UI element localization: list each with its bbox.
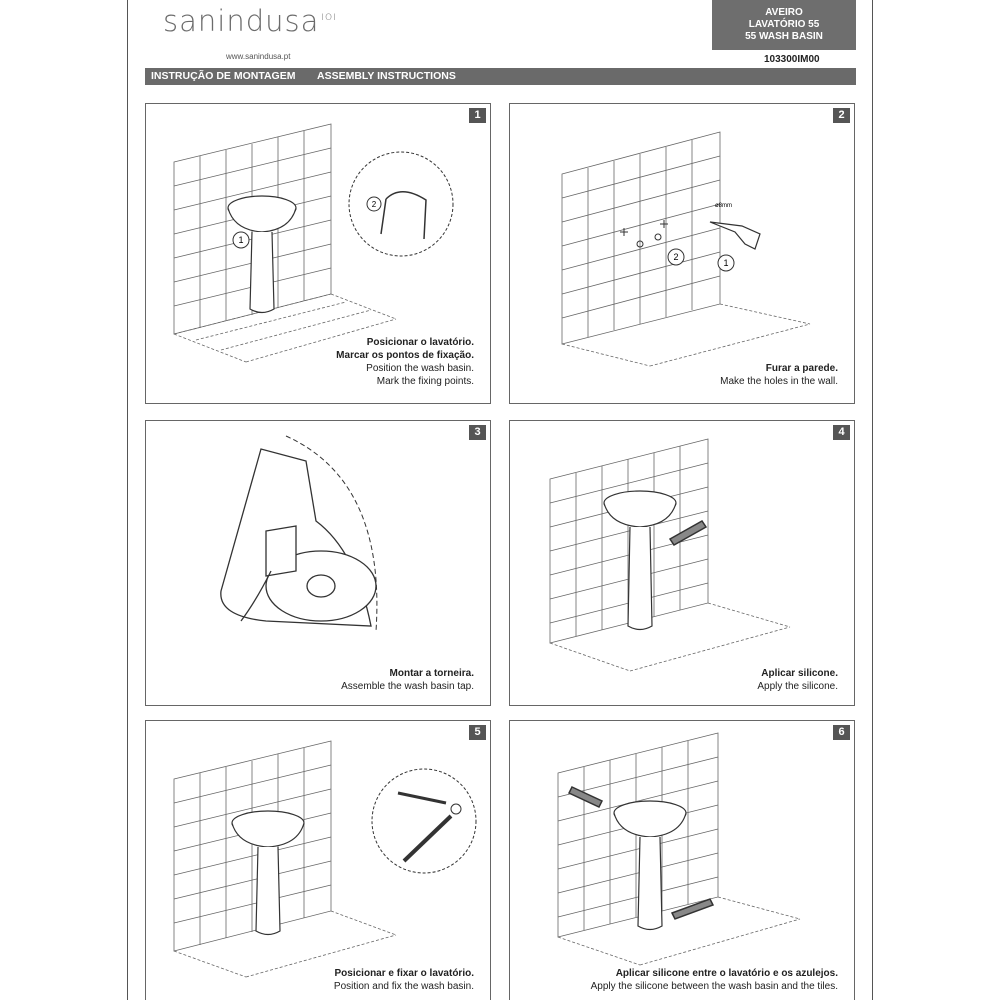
product-line-1: AVEIRO — [765, 7, 803, 18]
caption-en-2: Make the holes in the wall. — [720, 376, 838, 387]
document-number: 103300IM00 — [764, 54, 820, 65]
step-number-6: 6 — [833, 725, 850, 740]
step-4-illustration — [510, 421, 856, 707]
step-number-5: 5 — [469, 725, 486, 740]
step-panel-5 — [145, 720, 491, 1000]
caption-en-4: Apply the silicone. — [757, 681, 838, 692]
step-panel-4 — [509, 420, 855, 706]
step-panel-6 — [509, 720, 855, 1000]
caption-pt-5: Posicionar e fixar o lavatório. — [334, 968, 474, 979]
brand-mark: IOI — [321, 13, 337, 24]
detail-circle — [372, 769, 476, 873]
caption-en-3: Assemble the wash basin tap. — [341, 681, 474, 692]
step-6-illustration — [510, 721, 856, 1001]
product-title-box — [712, 0, 856, 50]
wash-basin — [232, 811, 304, 935]
caption-pt-3: Montar a torneira. — [389, 668, 474, 679]
caption-en-6: Apply the silicone between the wash basin and the tiles. — [590, 981, 838, 992]
caption-en-1b: Mark the fixing points. — [376, 376, 474, 387]
step-3-illustration — [146, 421, 492, 707]
callout-1b-text: 1 — [723, 258, 729, 268]
caption-en-5: Position and fix the wash basin. — [333, 981, 474, 992]
step-5-illustration — [146, 721, 492, 1001]
step-caption-1 — [336, 336, 474, 388]
callout-2b-text: 2 — [673, 252, 679, 262]
tiled-wall — [550, 439, 790, 671]
wash-basin — [604, 491, 676, 630]
callout-2 — [668, 249, 684, 265]
detail-circle — [349, 152, 453, 256]
callout-2-text: 2 — [371, 200, 377, 209]
brand-logo — [163, 4, 337, 38]
step-number-3: 3 — [469, 425, 486, 440]
tiled-wall — [174, 741, 396, 977]
tiled-wall — [174, 124, 396, 362]
step-panel-2 — [509, 103, 855, 404]
caption-pt-4: Aplicar silicone. — [761, 668, 838, 679]
callout-1 — [233, 232, 249, 248]
step-number-2: 2 — [833, 108, 850, 123]
section-title-pt: INSTRUÇÃO DE MONTAGEM — [151, 70, 296, 82]
wash-basin — [614, 801, 686, 930]
step-number-4: 4 — [833, 425, 850, 440]
step-caption-4 — [757, 667, 838, 693]
caption-en-1a: Position the wash basin. — [366, 363, 474, 374]
step-2-illustration — [510, 104, 856, 405]
wash-basin — [228, 196, 296, 313]
silicone-gun — [670, 521, 706, 545]
product-line-2: LAVATÓRIO 55 — [748, 19, 820, 30]
step-panel-3 — [145, 420, 491, 706]
silicone-gun-bottom — [672, 899, 713, 919]
caption-pt-2: Furar a parede. — [765, 363, 838, 374]
section-title-en: ASSEMBLY INSTRUCTIONS — [317, 70, 456, 82]
step-caption-6 — [591, 967, 838, 993]
drill-bit — [710, 222, 760, 249]
caption-pt-1a: Posicionar o lavatório. — [366, 337, 474, 348]
step-number-1: 1 — [469, 108, 486, 123]
basin-underside — [221, 449, 376, 626]
step-panel-1 — [145, 103, 491, 404]
step-caption-2 — [720, 362, 838, 388]
brand-name: sanindusa — [163, 4, 320, 38]
brand-url: www.sanindusa.pt — [226, 52, 291, 61]
callout-1 — [718, 255, 734, 271]
caption-pt-1b: Marcar os pontos de fixação. — [336, 350, 474, 361]
tiled-wall — [562, 132, 810, 366]
callout-1-text: 1 — [238, 235, 244, 245]
drill-size-label: ø8mm — [715, 203, 732, 209]
product-line-3: 55 WASH BASIN — [745, 31, 823, 42]
section-bar — [145, 68, 856, 85]
step-caption-5 — [334, 967, 474, 993]
tiled-wall — [558, 733, 800, 965]
caption-pt-6: Aplicar silicone entre o lavatório e os azulejos. — [615, 968, 838, 979]
step-caption-3 — [341, 667, 474, 693]
